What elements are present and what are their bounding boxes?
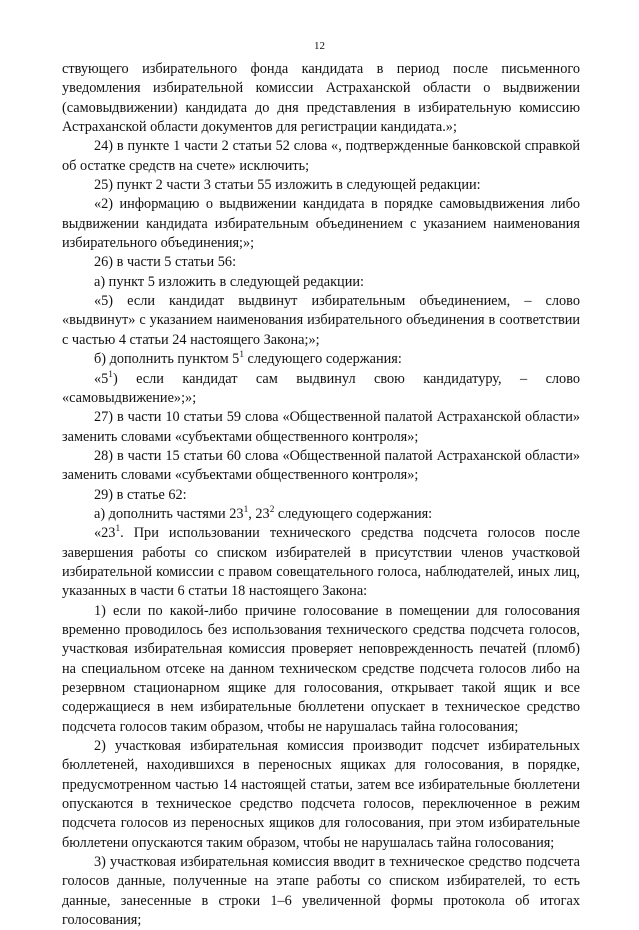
paragraph-fragment: ) если кандидат сам выдвинул свою кандидатуру, – слово «самовыдвижение»;»; [62,370,580,406]
paragraph-fragment: следующего содержания: [274,505,433,522]
paragraph [62,524,580,601]
superscript: 1 [243,505,249,516]
paragraph [62,350,580,369]
paragraph-fragment: . При использовании технического средства подсчета голосов после завершения работы со списком избирателей в присутствии членов участковой избирательной комиссии с правом совещательного голоса, наблюдателей, иных лиц, указанных в части 6 статьи 18 настоящего Закона: [62,525,580,600]
superscript: 1 [115,524,121,535]
paragraph: 24) в пункте 1 части 2 статьи 52 слова «, подтвержденные банковской справкой об остатке средств на счете» исключить; [62,138,580,174]
paragraph: 26) в части 5 статьи 56: [94,254,237,271]
paragraph: 29) в статье 62: [94,486,187,503]
paragraph: «5) если кандидат выдвинут избирательным объединением, – слово «выдвинут» с указанием наименования избирательного объединения в соответствии с частью 4 статьи 24 настоящего Закона;»; [62,293,580,348]
paragraph [62,505,580,524]
page-number: 12 [314,40,325,52]
superscript: 2 [269,505,275,516]
superscript: 1 [108,369,113,380]
paragraph: 3) участковая избирательная комиссия вводит в техническое средство подсчета голосов данные, полученные на этапе работы со списком избирателей, то есть данные, занесенные в строки 1–6 увеличенной формы протокола об итогах голосования; [62,854,580,929]
paragraph: «2) информацию о выдвижении кандидата в порядке самовыдвижения либо выдвижении кандидата избирательным объединением с указанием наименования избирательного объединения;»; [62,196,580,252]
paragraph-fragment: а) дополнить частями 23 [94,505,244,522]
paragraph: а) пункт 5 изложить в следующей редакции: [94,273,364,290]
paragraph: ствующего избирательного фонда кандидата в период после письменного уведомления избирательной комиссии Астраханской области о выдвижении (самовыдвижении) кандидата до дня представления в избирательную комиссию Астраханской области документов для регистрации кандидата.»; [62,61,580,136]
paragraph: 27) в части 10 статьи 59 слова «Общественной палатой Астраханской области» заменить словами «субъектами общественного контроля»; [62,409,580,445]
paragraph: 28) в части 15 статьи 60 слова «Общественной палатой Астраханской области» заменить словами «субъектами общественного контроля»; [62,447,580,484]
paragraph-fragment: б) дополнить пунктом 5 [94,351,240,368]
paragraph-fragment: «5 [94,370,109,387]
paragraph [62,370,580,409]
paragraph-fragment: «23 [94,525,116,542]
paragraph: 2) участковая избирательная комиссия производит подсчет избирательных бюллетеней, находившихся в переносных ящиках для голосования, в порядке, предусмотренном частью 14 настоящей статьи, затем все избирательные бюллетени опускаются в техническое средство подсчета голосов, переключенное в режим подсчета голосов из переносных ящиков для голосования, при этом избирательные бюллетени опускаются таким образом, чтобы не нарушалась тайна голосования; [62,738,580,851]
paragraph-fragment: следующего содержания: [243,351,402,368]
paragraph: 25) пункт 2 части 3 статьи 55 изложить в следующей редакции: [94,177,481,194]
document-body [62,60,580,930]
paragraph-fragment: , 23 [248,505,270,522]
paragraph: 1) если по какой-либо причине голосование в помещении для голосования временно проводилось без использования технического средства подсчета голосов, участковая избирательная комиссия проверяет неповрежденность печатей (пломб) на специальном отсеке на данном техническом средстве подсчета голосов либо на резервном стационарном ящике для голосования, открывает такой ящик и все содержащиеся в нем избирательные бюллетени опускает в техническое средство подсчета голосов таким образом, чтобы не нарушалась тайна голосования; [62,602,580,735]
superscript: 1 [239,350,244,361]
